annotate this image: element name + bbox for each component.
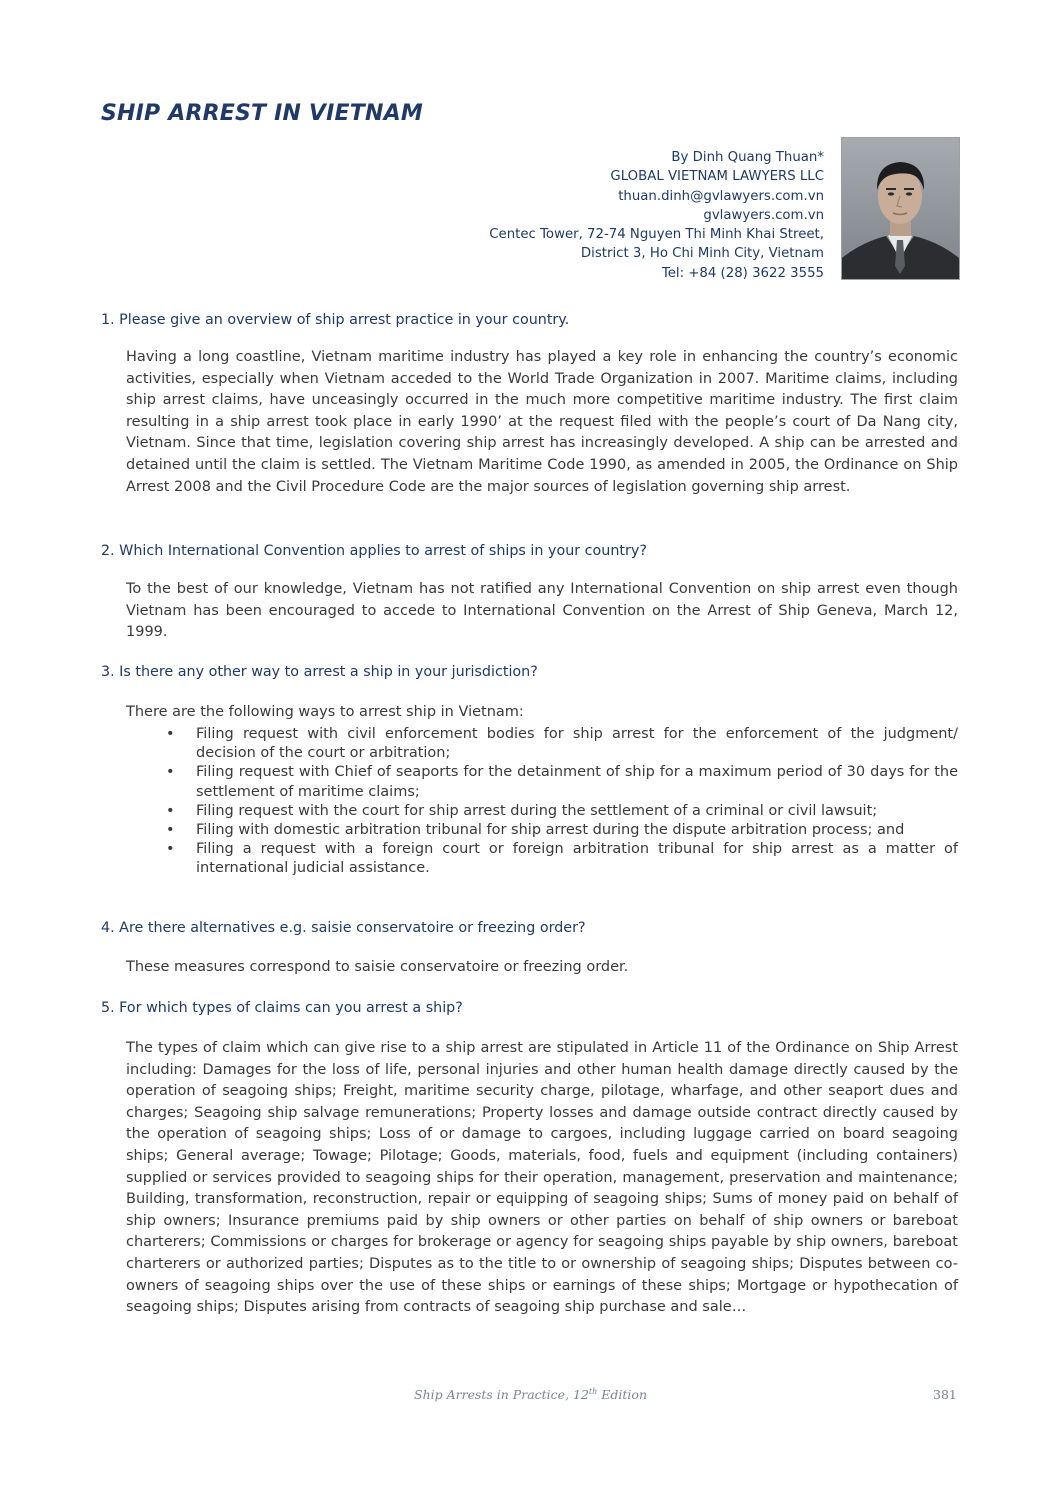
question-4: 4. Are there alternatives e.g. saisie conservatoire or freezing order? [101, 920, 586, 936]
author-address-line2: District 3, Ho Chi Minh City, Vietnam [580, 246, 824, 262]
bullet-icon: • [166, 802, 175, 819]
question-1: 1. Please give an overview of ship arrest practice in your country. [101, 312, 570, 328]
question-3: 3. Is there any other way to arrest a ship in your jurisdiction? [101, 664, 538, 680]
answer-4: These measures correspond to saisie conservatoire or freezing order. [126, 959, 629, 975]
list-item: • Filing a request with a foreign court or foreign arbitration tribunal for ship arrest as a matter of international judicial assistance. [166, 841, 958, 877]
answer-3-intro: There are the following ways to arrest ship in Vietnam: [126, 704, 524, 720]
bullet-icon: • [166, 726, 175, 742]
list-item: • Filing with domestic arbitration tribunal for ship arrest during the dispute arbitration process; and [126, 821, 958, 840]
bullet-icon: • [166, 764, 175, 781]
bullet-icon: • [166, 822, 175, 839]
list-item: • Filing request with Chief of seaports for the detainment of ship for a maximum period of 30 days for the settlement of maritime claims; [166, 764, 958, 800]
footer-book-title: Ship Arrests in Practice, 12th Edition [414, 1387, 647, 1403]
author-website: gvlawyers.com.vn [703, 207, 824, 223]
author-firm: GLOBAL VIETNAM LAWYERS LLC [610, 169, 824, 185]
author-photo [841, 137, 960, 280]
page-title: SHIP ARREST IN VIETNAM [101, 101, 423, 126]
author-address-line1: Centec Tower, 72-74 Nguyen Thi Minh Khai Street, [489, 227, 824, 243]
page-number: 381 [933, 1387, 957, 1402]
answer-1: Having a long coastline, Vietnam maritime industry has played a key role in enhancing the country’s economic activities, especially when Vietnam acceded to the World Trade Organization in 2007. Maritime claims, including ship arrest claims, have unceasingly occurred in the much more competitive maritime industry. The first claim resulting in a ship arrest took place in early 1990’ at the request filed with the people’s court of Da Nang city, Vietnam. Since that time, legislation covering ship arrest has increasingly developed. A ship can be arrested and detained until the claim is settled. The Vietnam Maritime Code 1990, as amended in 2005, the Ordinance on Ship Arrest 2008 and the Civil Procedure Code are the major sources of legislation governing ship arrest. [126, 349, 958, 495]
author-email: thuan.dinh@gvlawyers.com.vn [618, 188, 824, 204]
list-item: • Filing request with the court for ship arrest during the settlement of a criminal or civil lawsuit; [126, 802, 958, 821]
answer-5: The types of claim which can give rise to a ship arrest are stipulated in Article 11 of the Ordinance on Ship Arrest including: Damages for the loss of life, personal injuries and other human health damage directly caused by the operation of seagoing ships; Freight, maritime security charge, pilotage, wharfage, and other seaport dues and charges; Seagoing ship salvage remunerations; Property losses and damage outside contract directly caused by the operation of seagoing ships; Loss of or damage to cargoes, including luggage carried on board seagoing ships; General average; Towage; Pilotage; Goods, materials, food, fuels and equipment (including containers) supplied or services provided to seagoing ships for their operation, management, preservation and maintenance; Building, transformation, reconstruction, repair or equipping of seagoing ships; Sums of money paid on behalf of ship owners; Insurance premiums paid by ship owners or other parties on behalf of ship owners or bareboat charterers; Commissions or charges for brokerage or agency for seagoing ships payable by ship owners, bareboat charterers or authorized parties; Disputes as to the title to or ownership of seagoing ships; Disputes between co-owners of seagoing ships over the use of these ships or earnings of these ships; Mortgage or hypothecation of seagoing ships; Disputes arising from contracts of seagoing ship purchase and sale… [126, 1040, 958, 1316]
bullet-icon: • [166, 841, 175, 858]
question-2: 2. Which International Convention applies to arrest of ships in your country? [101, 543, 647, 559]
author-portrait-image [842, 138, 959, 279]
answer-2: To the best of our knowledge, Vietnam has not ratified any International Convention on ship arrest even though Vietnam has been encouraged to accede to International Convention on the Arrest of Ship Geneva, March 12, 1999. [126, 581, 958, 641]
list-item: • Filing request with civil enforcement bodies for ship arrest for the enforcement of the judgment/ decision of the court or arbitration; [166, 726, 958, 762]
arrest-methods-list [126, 725, 958, 879]
author-block [489, 148, 824, 283]
author-byline: By Dinh Quang Thuan* [671, 150, 824, 165]
question-5: 5. For which types of claims can you arrest a ship? [101, 1000, 463, 1016]
author-tel: Tel: +84 (28) 3622 3555 [661, 265, 824, 281]
edition-superscript: th [588, 1387, 598, 1396]
